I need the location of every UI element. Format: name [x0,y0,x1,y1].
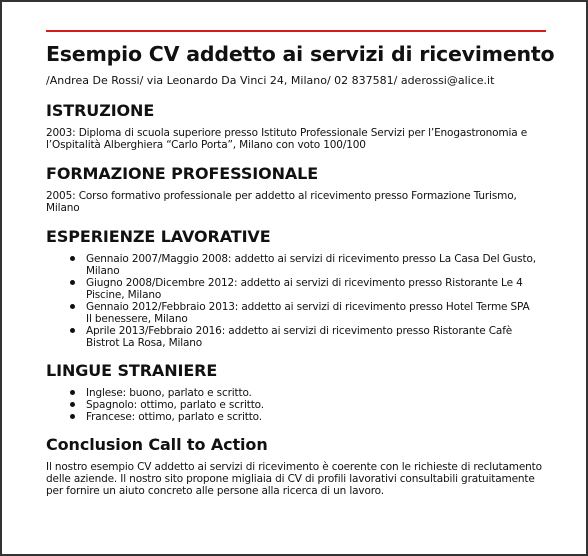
lingue-list [46,387,546,423]
list-item [70,277,536,301]
list-item-text: Gennaio 2012/Febbraio 2013: addetto ai servizi di ricevimento presso Hotel Terme SPA Il benessere, Milano [86,301,530,325]
istruzione-text: 2003: Diploma di scuola superiore presso Istituto Professionale Servizi per l’Enogastronomia e l’Ospitalità Alberghiera “Carlo Porta”, Milano con voto 100/100 [46,127,528,151]
list-item [70,411,546,423]
esperienze-list [46,253,546,349]
page-title: Esempio CV addetto ai servizi di ricevimento [46,42,555,66]
list-item [70,301,536,325]
header-rule [46,30,546,32]
bullet-icon [70,414,75,419]
cv-content [46,30,555,510]
section-title-lingue: LINGUE STRANIERE [46,361,218,380]
list-item-text: Spagnolo: ottimo, parlato e scritto. [86,399,264,411]
list-item [70,399,546,411]
list-item-text: Aprile 2013/Febbraio 2016: addetto ai servizi di ricevimento presso Ristorante Cafè Bistrot La Rosa, Milano [86,325,513,349]
list-item-text: Inglese: buono, parlato e scritto. [86,387,252,399]
bullet-icon [70,304,75,309]
formazione-text: 2005: Corso formativo professionale per addetto al ricevimento presso Formazione Turismo, Milano [46,190,517,214]
bullet-icon [70,256,75,261]
contact-line: /Andrea De Rossi/ via Leonardo Da Vinci 24, Milano/ 02 837581/ aderossi@alice.it [46,74,495,87]
bullet-icon [70,390,75,395]
list-item-text: Gennaio 2007/Maggio 2008: addetto ai servizi di ricevimento presso La Casa Del Gusto, Milano [86,253,536,277]
list-item [70,387,546,399]
list-item [70,325,536,349]
section-title-istruzione: ISTRUZIONE [46,101,155,120]
list-item-text: Francese: ottimo, parlato e scritto. [86,411,262,423]
list-item-text: Giugno 2008/Dicembre 2012: addetto ai servizi di ricevimento presso Ristorante Le 4 Piscine, Milano [86,277,523,301]
section-title-esperienze: ESPERIENZE LAVORATIVE [46,227,271,246]
bullet-icon [70,402,75,407]
conclusion-text: Il nostro esempio CV addetto ai servizi di ricevimento è coerente con le richieste di reclutamento delle aziende. Il nostro sito propone migliaia di CV di profili lavorativi consultabili gratuitamente per fornire un aiuto concreto alle persone alla ricerca di un lavoro. [46,461,542,497]
section-title-conclusion: Conclusion Call to Action [46,435,268,454]
bullet-icon [70,328,75,333]
bullet-icon [70,280,75,285]
list-item [70,253,536,277]
section-title-formazione: FORMAZIONE PROFESSIONALE [46,164,319,183]
